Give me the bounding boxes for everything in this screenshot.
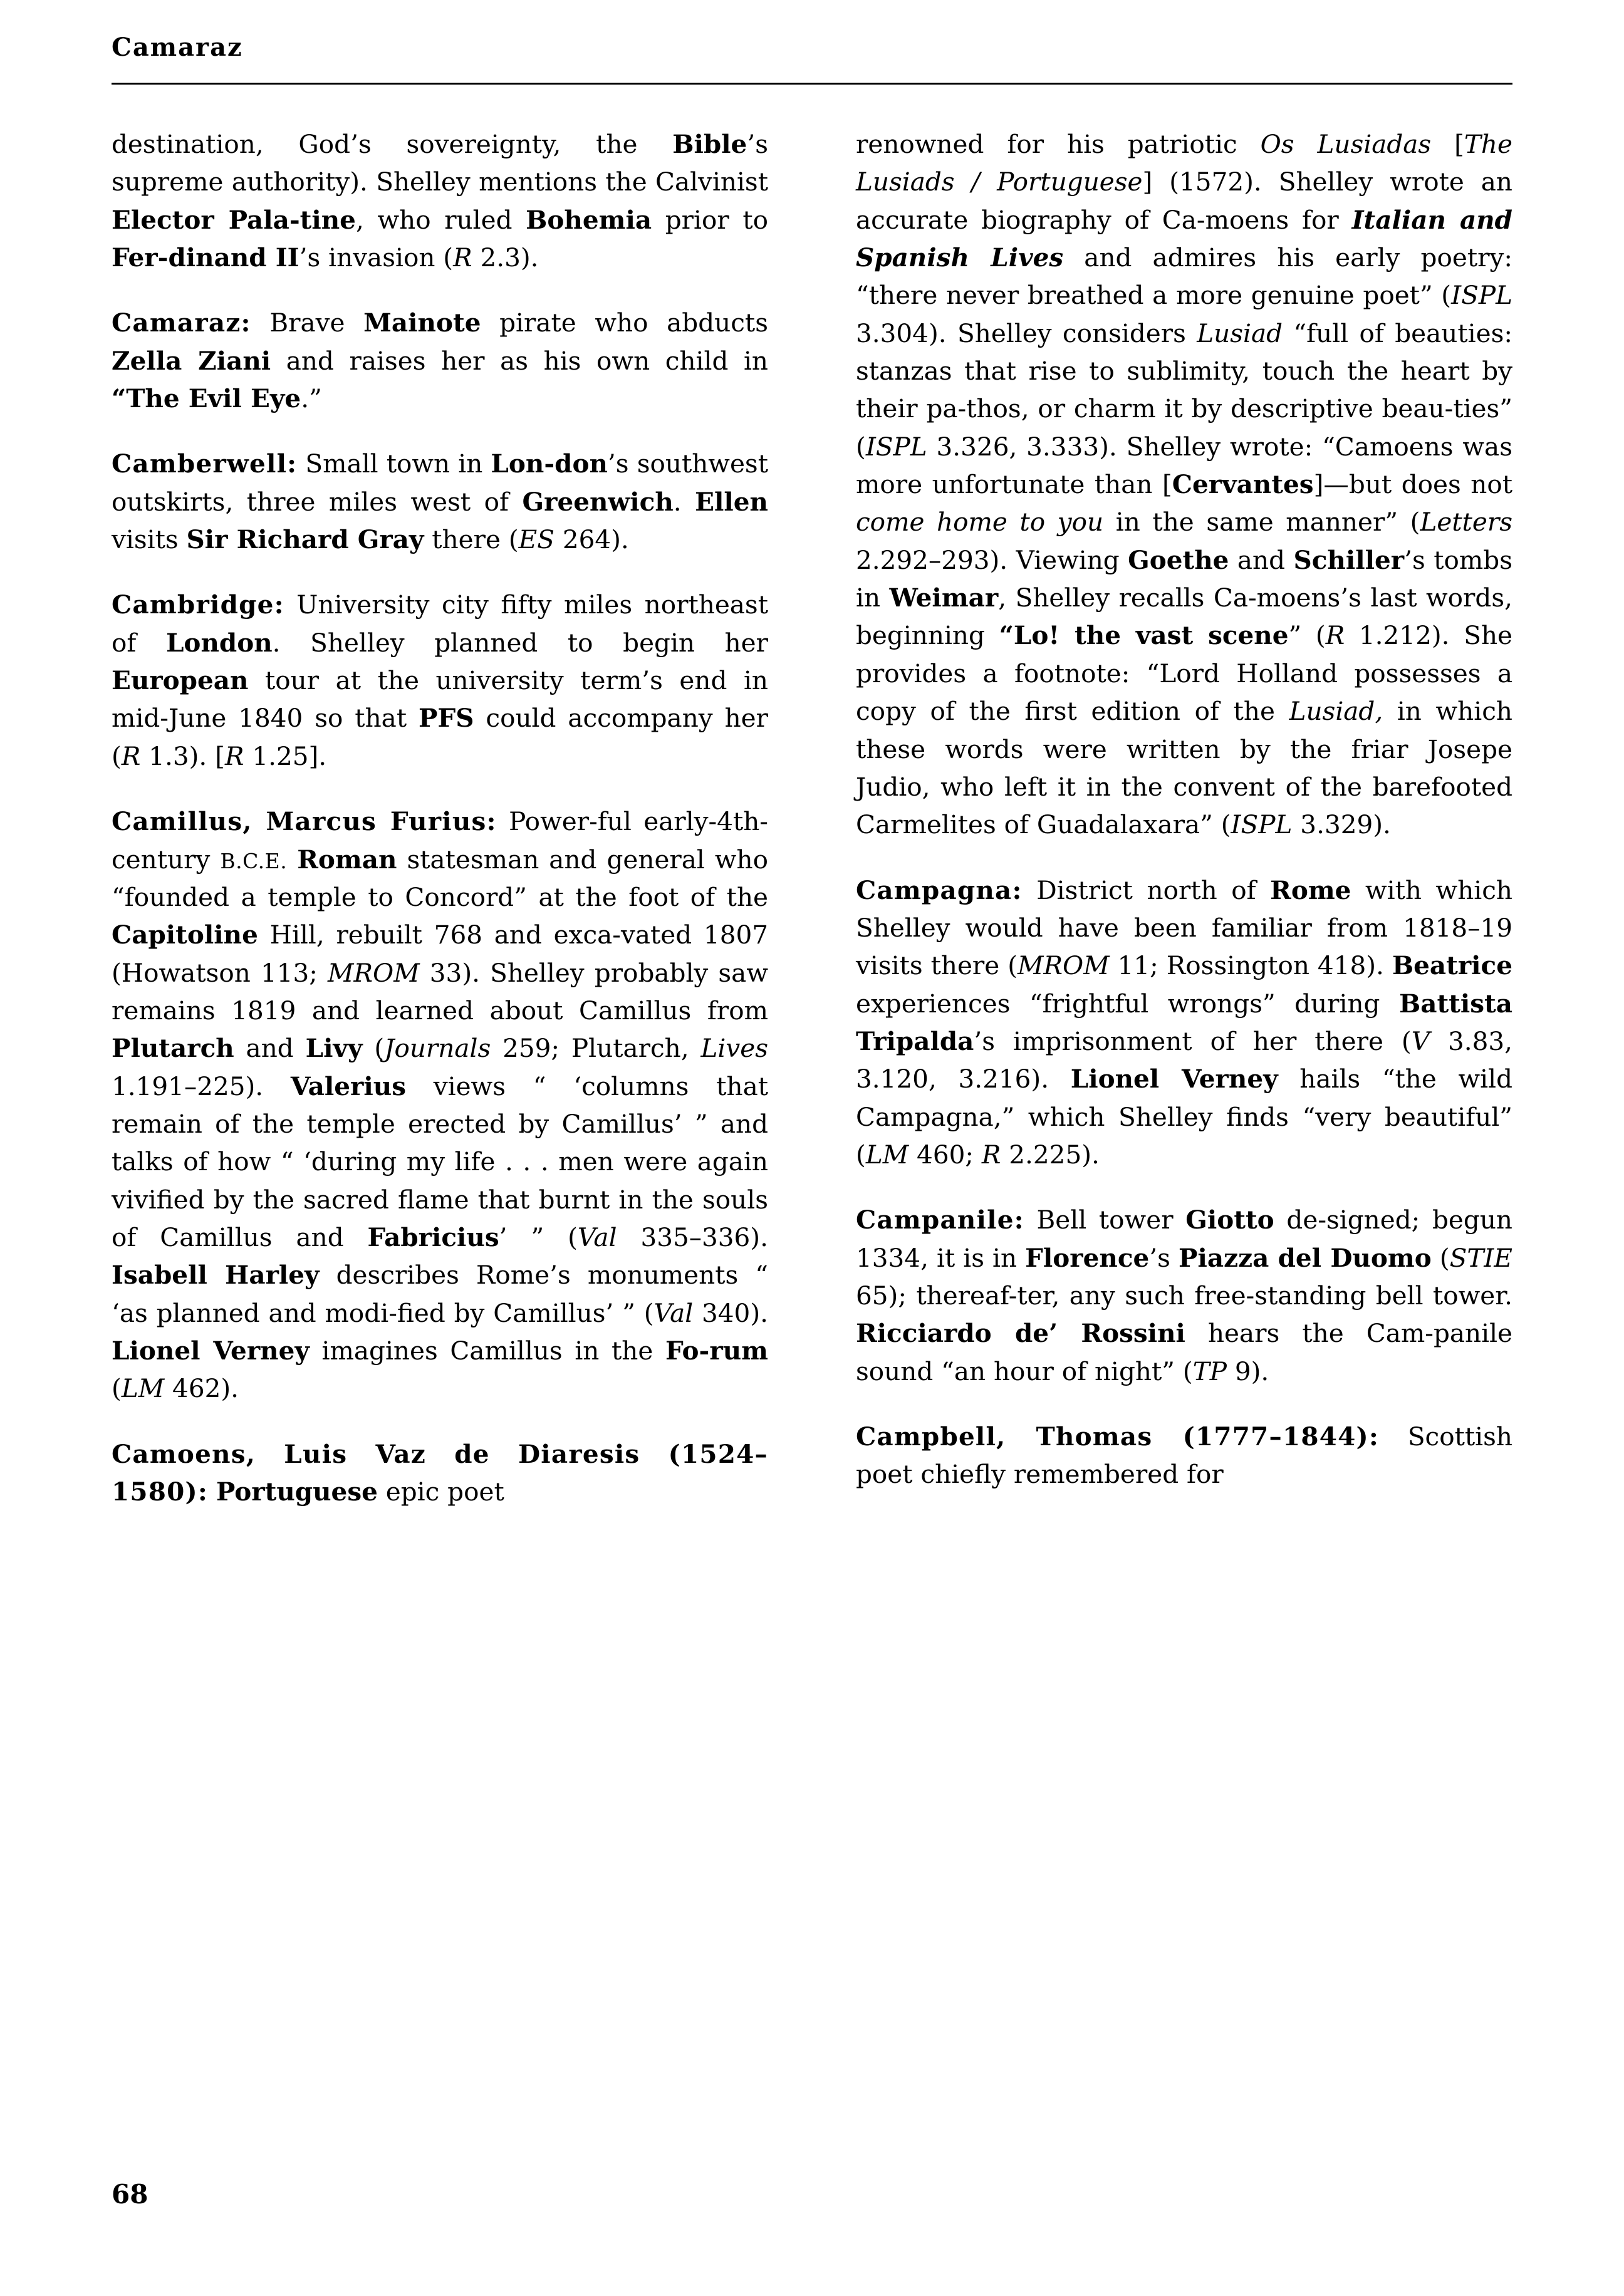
entry-camoens-continued: renowned for his patriotic Os Lusiadas [The Lusiads / Portuguese] (1572). Shelley wrote an accurate biography of Ca-moens for Italian and Spanish Lives and admires his early poetry: “there never breathed a more genuine poet” (ISPL 3.304). Shelley considers Lusiad “full of beauties: stanzas that rise to sublimity, touch the heart by their pa-thos, or charm it by descriptive beau-ties” (ISPL 3.326, 3.333). Shelley wrote: “Camoens was more unfortunate than [Cervantes]—but does not come home to you in the same manner” (Letters 2.292–293). Viewing Goethe and Schiller’s tombs in Weimar, Shelley recalls Ca-moens’s last words, beginning “Lo! the vast scene” (R 1.212). She provides a footnote: “Lord Holland possesses a copy of the first edition of the Lusiad, in which these words were written by the friar Josepe Judio, who left it in the convent of the barefooted Carmelites of Guadalaxara” (ISPL 3.329). bbox=[856, 129, 1513, 840]
entry-camoens: Camoens, Luis Vaz de Diaresis (1524–1580): Portuguese epic poet bbox=[112, 1438, 768, 1507]
entry-camaraz: Camaraz: Brave Mainote pirate who abducts Zella Ziani and raises her as his own child in “The Evil Eye.” bbox=[112, 308, 768, 414]
header-rule bbox=[112, 83, 1512, 85]
entry-camberwell: Camberwell: Small town in Lon-don’s southwest outskirts, three miles west of Greenwich. Ellen visits Sir Richard Gray there (ES 264). bbox=[112, 449, 768, 555]
page-number: 68 bbox=[112, 2179, 148, 2210]
left-column bbox=[112, 125, 768, 1510]
entry-cambridge: Cambridge: University city fifty miles northeast of London. Shelley planned to begin her European tour at the university term’s end in mid-June 1840 so that PFS could accompany her (R 1.3). [R 1.25]. bbox=[112, 590, 768, 771]
paragraph-continuation: destination, God’s sovereignty, the Bible’s supreme authority). Shelley mentions the Calvinist Elector Pala-tine, who ruled Bohemia prior to Fer-dinand II’s invasion (R 2.3). bbox=[112, 129, 768, 273]
running-head: Camaraz bbox=[112, 33, 243, 62]
entry-camillus: Camillus, Marcus Furius: Power-ful early-4th-century B.C.E. Roman statesman and general who “founded a temple to Concord” at the foot of the Capitoline Hill, rebuilt 768 and exca-vated 1807 (Howatson 113; MROM 33). Shelley probably saw remains 1819 and learned about Camillus from Plutarch and Livy (Journals 259; Plutarch, Lives 1.191–225). Valerius views “ ‘columns that remain of the temple erected by Camillus’ ” and talks of how “ ‘during my life . . . men were again vivified by the sacred flame that burnt in the souls of Camillus and Fabricius’ ” (Val 335–336). Isabell Harley describes Rome’s monuments “ ‘as planned and modi-fied by Camillus’ ” (Val 340). Lionel Verney imagines Camillus in the Fo-rum (LM 462). bbox=[112, 806, 768, 1404]
entry-campagna: Campagna: District north of Rome with which Shelley would have been familiar from 1818–19 visits there (MROM 11; Rossington 418). Beatrice experiences “frightful wrongs” during Battista Tripalda’s imprisonment of her there (V 3.83, 3.120, 3.216). Lionel Verney hails “the wild Campagna,” which Shelley finds “very beautiful” (LM 460; R 2.225). bbox=[856, 875, 1512, 1170]
entry-campbell: Campbell, Thomas (1777–1844): Scottish poet chiefly remembered for bbox=[856, 1421, 1512, 1490]
two-column-body bbox=[112, 125, 1512, 1510]
entry-campanile: Campanile: Bell tower Giotto de-signed; begun 1334, it is in Florence’s Piazza del Duomo (STIE 65); thereaf-ter, any such free-standing bell tower. Ricciardo de’ Rossini hears the Cam-panile sound “an hour of night” (TP 9). bbox=[856, 1205, 1512, 1386]
right-column bbox=[856, 125, 1512, 1510]
